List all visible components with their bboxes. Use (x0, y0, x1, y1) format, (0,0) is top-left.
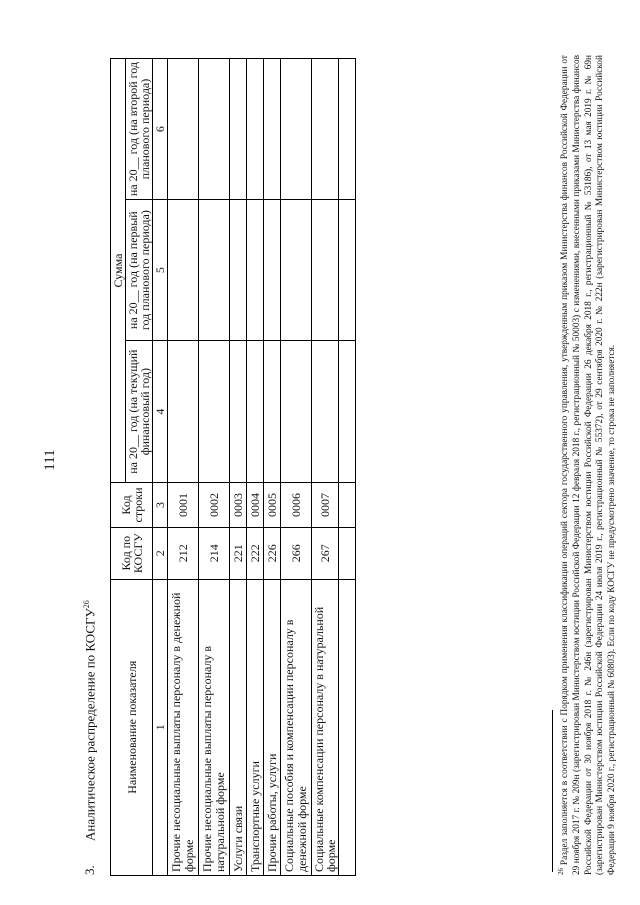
empty-cell (339, 59, 356, 200)
section-heading (82, 600, 98, 875)
row-value-col4 (247, 341, 264, 483)
table-row (230, 59, 247, 876)
row-code: 0004 (247, 483, 264, 528)
row-name: Социальные компенсации персоналу в натуральной форме (312, 579, 339, 875)
row-code: 0007 (312, 483, 339, 528)
table-row (281, 59, 312, 876)
row-code: 0001 (168, 483, 199, 528)
table-row (264, 59, 281, 876)
row-value-col6 (247, 59, 264, 200)
row-code: 0006 (281, 483, 312, 528)
footnote-marker: 26 (557, 868, 565, 875)
section-footnote-ref: 26 (82, 600, 91, 609)
row-name: Прочие несоциальные выплаты персоналу в натуральной форме (199, 579, 230, 875)
row-kosgu: 214 (199, 527, 230, 579)
section-number: 3. (82, 865, 98, 875)
row-value-col5 (264, 200, 281, 341)
header-row-code: Код строки (111, 483, 153, 528)
row-value-col6 (264, 59, 281, 200)
footnote-text: Раздел заполняется в соответствии с Порядком применения классификации операций сектора государственного управления, утвержденным приказом Министерства финансов Российской Федерации от 29 ноября 2017 г. № 209н (зарегистрирован Министерством юстиции Российской Федерации 12 февраля 2018 г., регистрационный № 50003) с изменениями, внесенными приказами Министерства финансов Российской Федерации от 30 ноября 2018 г. № 246н (зарегистрирован Министерством юстиции Российской Федерации 26 декабря 2018 г., регистрационный № 53186), от 13 мая 2019 г. № 69н (зарегистрирован Министерством юстиции Российской Федерации 24 июля 2019 г., регистрационный № 55372), от 29 сентября 2020 г. № 222н (зарегистрирован Министерством юстиции Российской Федерации 9 ноября 2020 г., регистрационный № 60803). Если по коду КОСГУ не предусмотрено значение, то строка не заполняется. (560, 55, 618, 875)
row-value-col6 (199, 59, 230, 200)
footnote-divider (552, 710, 553, 872)
empty-cell (339, 579, 356, 875)
row-value-col5 (312, 200, 339, 341)
row-value-col4 (264, 341, 281, 483)
row-value-col4 (168, 341, 199, 483)
row-value-col5 (168, 200, 199, 341)
row-value-col5 (199, 200, 230, 341)
table-row (247, 59, 264, 876)
row-value-col6 (312, 59, 339, 200)
footnote (556, 55, 619, 875)
row-kosgu: 212 (168, 527, 199, 579)
row-value-col5 (247, 200, 264, 341)
row-value-col4 (281, 341, 312, 483)
header-col5: на 20__ год (на первый год планового периода) (126, 200, 153, 341)
column-number: 6 (153, 59, 168, 200)
table-row (312, 59, 339, 876)
header-col4: на 20__ год (на текущий финансовый год) (126, 341, 153, 483)
empty-cell (339, 483, 356, 528)
row-code: 0002 (199, 483, 230, 528)
table-row (199, 59, 230, 876)
column-number: 3 (153, 483, 168, 528)
empty-cell (339, 200, 356, 341)
header-name: Наименование показателя (111, 579, 153, 875)
row-kosgu: 266 (281, 527, 312, 579)
row-kosgu: 222 (247, 527, 264, 579)
kosgu-table (110, 58, 356, 876)
row-code: 0005 (264, 483, 281, 528)
row-kosgu: 267 (312, 527, 339, 579)
table-row-empty (339, 59, 356, 876)
row-value-col4 (312, 341, 339, 483)
row-value-col6 (230, 59, 247, 200)
header-col6: на 20__ год (на второй год планового периода) (126, 59, 153, 200)
row-code: 0003 (230, 483, 247, 528)
column-number: 1 (153, 579, 168, 875)
header-sum-group: Сумма (111, 59, 126, 483)
empty-cell (339, 341, 356, 483)
row-value-col5 (281, 200, 312, 341)
column-numbers-row (153, 59, 168, 876)
row-name: Прочие несоциальные выплаты персоналу в денежной форме (168, 579, 199, 875)
column-number: 5 (153, 200, 168, 341)
page-number: 111 (42, 449, 58, 471)
section-title: Аналитическое распределение по КОСГУ (82, 608, 98, 841)
row-value-col6 (168, 59, 199, 200)
row-name: Услуги связи (230, 579, 247, 875)
row-name: Социальные пособия и компенсации персоналу в денежной форме (281, 579, 312, 875)
column-number: 4 (153, 341, 168, 483)
row-value-col4 (199, 341, 230, 483)
empty-cell (339, 527, 356, 579)
row-name: Прочие работы, услуги (264, 579, 281, 875)
column-number: 2 (153, 527, 168, 579)
table-row (168, 59, 199, 876)
row-kosgu: 226 (264, 527, 281, 579)
row-kosgu: 221 (230, 527, 247, 579)
row-value-col5 (230, 200, 247, 341)
row-name: Транспортные услуги (247, 579, 264, 875)
header-kosgu: Код по КОСГУ (111, 527, 153, 579)
row-value-col6 (281, 59, 312, 200)
row-value-col4 (230, 341, 247, 483)
